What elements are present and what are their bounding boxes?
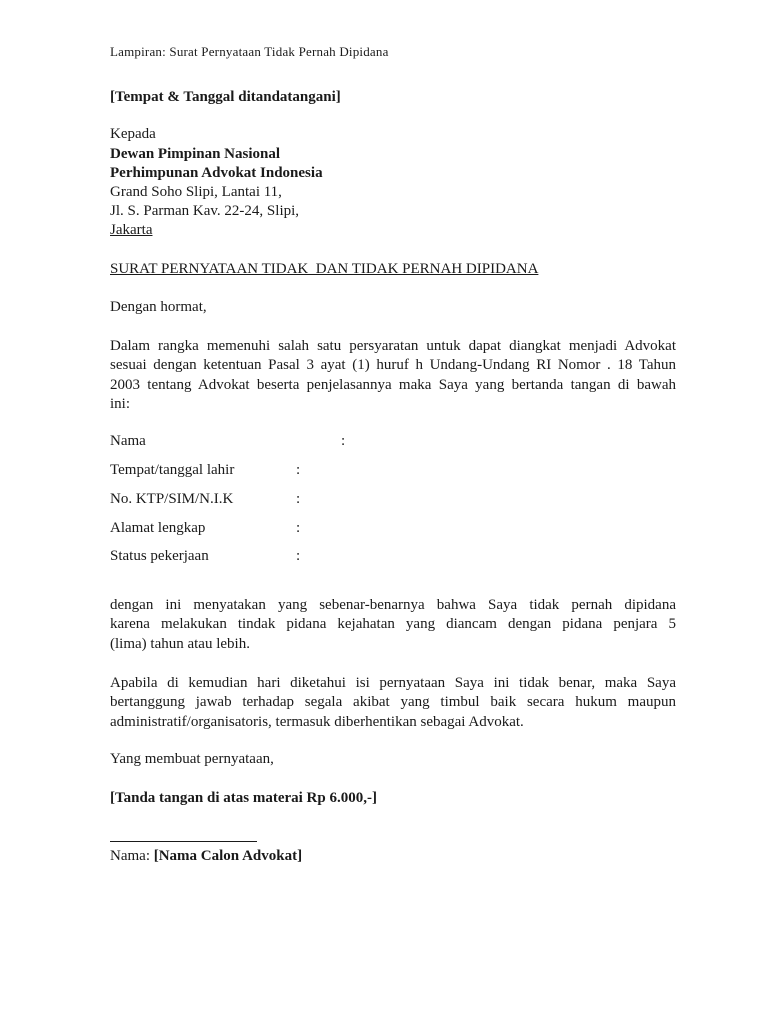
recipient-org-line2: Perhimpunan Advokat Indonesia xyxy=(110,165,323,181)
intro-line: Dalam rangka memenuhi salah satu persyaratan untuk dapat diangkat menjadi Advokat xyxy=(110,338,676,354)
statement-line: karena melakukan tindak pidana kejahatan yang diancam dengan pidana penjara 5 xyxy=(110,616,676,633)
intro-line: 2003 tentang Advokat beserta penjelasannya maka Saya yang bertanda tangan di bawah xyxy=(110,376,676,393)
recipient-org-line1: Dewan Pimpinan Nasional xyxy=(110,146,281,162)
intro-line: sesuai dengan ketentuan Pasal 3 ayat (1) huruf h Undang-Undang RI Nomor . 18 Tahun xyxy=(110,357,676,374)
recipient-to-label: Kepada xyxy=(110,126,156,142)
consequence-line: Apabila di kemudian hari diketahui isi pernyataan Saya ini tidak benar, maka Saya xyxy=(110,675,676,691)
consequence-paragraph xyxy=(110,674,676,732)
letter-title: SURAT PERNYATAAN TIDAK DAN TIDAK PERNAH DIPIDANA xyxy=(110,261,539,277)
closing: Yang membuat pernyataan, xyxy=(110,751,274,767)
signer-name xyxy=(110,848,302,865)
field-separator: : xyxy=(296,491,301,507)
field-separator: : xyxy=(296,520,301,536)
recipient-city: Jakarta xyxy=(110,222,153,238)
signer-name-placeholder: [Nama Calon Advokat] xyxy=(153,848,303,864)
consequence-line: bertanggung jawab terhadap segala akibat yang timbul baik secara hukum maupun xyxy=(110,694,676,711)
field-label-address: Alamat lengkap xyxy=(110,520,206,536)
statement-line: (lima) tahun atau lebih. xyxy=(110,635,250,652)
field-label-birth: Tempat/tanggal lahir xyxy=(110,462,235,478)
recipient-address-line2: Jl. S. Parman Kav. 22-24, Slipi, xyxy=(110,203,300,219)
place-date-placeholder: [Tempat & Tanggal ditandatangani] xyxy=(110,89,341,105)
field-label-occupation: Status pekerjaan xyxy=(110,548,209,564)
field-separator: : xyxy=(341,433,346,449)
field-separator: : xyxy=(296,548,301,564)
intro-line: ini: xyxy=(110,396,131,413)
field-label-name: Nama xyxy=(110,433,146,449)
field-label-id-number: No. KTP/SIM/N.I.K xyxy=(110,491,234,507)
signature-note: [Tanda tangan di atas materai Rp 6.000,-] xyxy=(110,790,377,806)
consequence-line: administratif/organisatoris, termasuk diberhentikan sebagai Advokat. xyxy=(110,713,524,730)
greeting: Dengan hormat, xyxy=(110,299,207,315)
recipient-address-line1: Grand Soho Slipi, Lantai 11, xyxy=(110,184,282,200)
intro-paragraph xyxy=(110,337,676,415)
statement-line: dengan ini menyatakan yang sebenar-benarnya bahwa Saya tidak pernah dipidana xyxy=(110,597,676,613)
statement-paragraph xyxy=(110,596,676,654)
field-separator: : xyxy=(296,462,301,478)
signer-name-label: Nama: xyxy=(110,848,150,864)
header-note: Lampiran: Surat Pernyataan Tidak Pernah Dipidana xyxy=(110,44,389,59)
signature-line xyxy=(110,841,257,842)
